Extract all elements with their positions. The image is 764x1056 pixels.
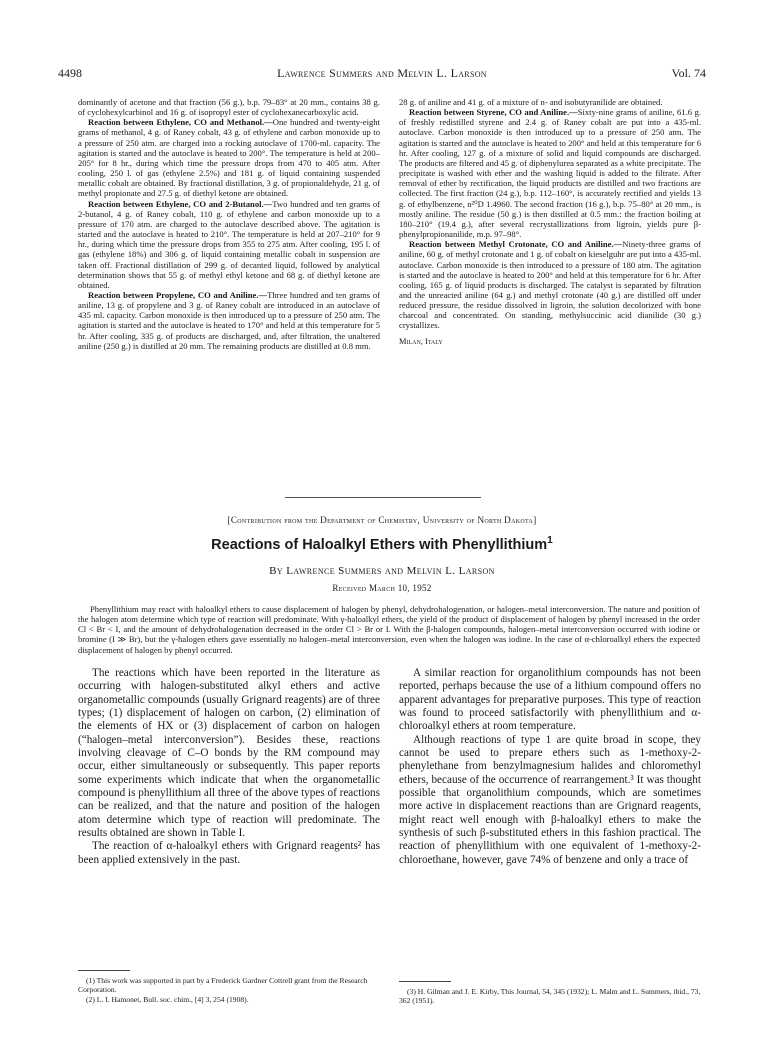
section-heading: Reaction between Styrene, CO and Aniline.— xyxy=(409,107,578,118)
prev-article-column-right xyxy=(399,97,701,347)
paragraph-text: One hundred and twenty-eight grams of methanol, 4 g. of Raney cobalt, 43 g. of ethylene and carbon monoxide up to a pressure of 250 atm. are charged into a rocking autoclave of 1700-ml. capacity. The agitation is started and the autoclave is heated to 200°. The temperature is held at 200–205° for 8 hr., during which time the pressure drops from 470 to 405 atm. After cooling, 250 l. of gas (ethylene 2.5%) and 181 g. of liquid containing suspended metallic cobalt are obtained. By fractional distillation, 3 g. of propionaldehyde, 21 g. of methyl propionate and 27.5 g. of diethyl ketone are obtained. xyxy=(78,117,380,199)
footnote: (3) H. Gilman and J. E. Kirby, This Journal, 54, 345 (1932); L. Malm and L. Summers, ibid., 73, 362 (1951). xyxy=(399,987,701,1006)
author-location: Milan, Italy xyxy=(399,336,443,346)
paragraph-text: Two hundred and ten grams of 2-butanol, 4 g. of Raney cobalt, 110 g. of ethylene and carbon monoxide up to a pressure of 170 atm. are charged to the autoclave described above. The agitation is started and the autoclave is heated to 210°. The temperature is held at 207–210° for 9 hr., during which time the pressure drops from 355 to 275 atm. After cooling, 195 l. of gas (ethylene 18%) and 306 g. of liquid containing metallic cobalt in suspension are taken off. Fractional distillation of 299 g. of decanted liquid, followed by analytical determination shows that 55 g. of methyl ethyl ketone and 68 g. of diethyl ketone are obtained. xyxy=(78,198,381,290)
article-title xyxy=(0,537,764,553)
paragraph-text: Sixty-nine grams of aniline, 61.6 g. of freshly redistilled styrene and 2.4 g. of Raney cobalt are put into a 435-ml. autoclave. Carbon monoxide is then introduced up to a pressure of 250 atm. The agitation is started and the autoclave is heated to 200° and held at this temperature for 6 hr. After cooling, 127 g. of a mixture of solid and liquid compounds are discharged. The products are filtered and 45 g. of diphenylurea separated as a white precipitate. The precipitate is washed with ether and the washing liquid is added to the filtrate. After removal of ether by rectification, the liquid products are distilled and two fractions are collected. The first fraction (24 g.), b.p. 112–160°, is accurately rectified and yields 13 g. of ethylbenzene, n²⁰D 1.4960. The second fraction (16 g.), b.p. 75–80° at 20 mm., is mostly aniline. The residue (50 g.) is then distilled at 0.5 mm.: the fraction boiling at 180–210° (19.4 g.), after several recrystallizations from ligroin, yields pure β-phenylpropionanilide, m.p. 97–98°. xyxy=(399,107,701,240)
paragraph xyxy=(399,107,701,239)
article-title-text: Reactions of Haloalkyl Ethers with Phenyllithium xyxy=(211,537,548,553)
body-paragraph: The reaction of α-haloalkyl ethers with Grignard reagents² has been applied extensively in the past. xyxy=(78,840,380,866)
paragraph xyxy=(78,290,380,351)
footnote: (1) This work was supported in part by a Frederick Gardner Cottrell grant from the Research Corporation. xyxy=(78,976,368,995)
running-header xyxy=(58,66,706,82)
section-heading: Reaction between Ethylene, CO and Methanol.— xyxy=(88,117,273,128)
paragraph xyxy=(78,97,380,117)
footnote: (2) L. I. Hamonet, Bull. soc. chim., [4] 3, 254 (1908). xyxy=(86,994,249,1004)
article-separator-rule xyxy=(285,497,481,498)
paragraph-text: dominantly of acetone and that fraction (56 g.), b.p. 79–83° at 20 mm., contains 38 g. of cyclohexylcarbinol and 16 g. of isopropyl ester of cyclohexanecarboxylic acid. xyxy=(78,97,380,118)
prev-article-column-left xyxy=(78,97,380,351)
received-date: Received March 10, 1952 xyxy=(332,583,432,593)
body-paragraph: The reactions which have been reported in the literature as occurring with halogen-substituted alkyl ethers and active organometallic compounds (usually Grignard reagents) are of three types; (1) displacement of halogen on carbon, (2) elimination of the elements of HX or (3) displacement of carbon on halogen (“halogen–metal interconversion”). Besides these, reactions involving cleavage of C–O bonds by the RM compound may occur, either simultaneously or subsequently. This paper reports some experiments which indicate that when the organometallic compound is phenyllithium all three of the above types of reactions can be realized, and that the nature and position of the halogen atom determine which type of reaction will predominate. The results obtained are shown in Table I. xyxy=(78,667,380,840)
paragraph-text: 28 g. of aniline and 41 g. of a mixture of n- and isobutyranilide are obtained. xyxy=(399,97,663,107)
section-heading: Reaction between Propylene, CO and Aniline.— xyxy=(88,289,268,300)
title-footnote-marker: 1 xyxy=(547,535,553,547)
paragraph xyxy=(78,199,380,290)
body-column-left xyxy=(78,667,380,867)
footnote-rule xyxy=(78,970,130,971)
paragraph xyxy=(399,97,701,107)
article-authors: By Lawrence Summers and Melvin L. Larson xyxy=(269,565,495,577)
footnotes-left xyxy=(78,976,380,1004)
footnotes-right xyxy=(399,987,701,1006)
body-paragraph: Although reactions of type 1 are quite broad in scope, they cannot be used to prepare ethers such as 1-methoxy-2-phenylethane from benzylmagnesium halides and chloromethyl ethers, because of the occurrence of rearrangement.³ It was thought possible that organolithium compounds, which are sometimes more active in displacement reactions than are Grignard reagents, might react well enough with β-haloalkyl ethers to make the synthesis of such β-substituted ethers in this fashion practical. The reaction of phenyllithium with one equivalent of 1-methoxy-2-chloroethane, however, gave 74% of benzene and only a trace of xyxy=(399,733,701,866)
abstract: Phenyllithium may react with haloalkyl ethers to cause displacement of halogen by phenyl, dehydrohalogenation, or halogen–metal interconversion. The nature and position of the halogen atom determine which type of reaction will predominate. With γ-haloalkyl ethers, the yield of the product of displacement of halogen by phenyl increased in the order Cl < Br < I, and the amount of dehydrohalogenation decreased in the order Cl > Br or I. With the β-halogen compounds, halogen–metal interconversion occurred with iodine or bromine (I ≫ Br), but the γ-halogen ethers gave essentially no halogen–metal interconversion, even when the halogen was iodine. In the case of α-chloroalkyl ethers the expected displacement of halogen by phenyl occurred. xyxy=(78,604,700,655)
paragraph-text: Ninety-three grams of aniline, 60 g. of methyl crotonate and 1 g. of cobalt on kieselguhr are put into a 435-ml. autoclave. Carbon monoxide is then introduced to a pressure of 180 atm. The agitation is started and the autoclave is heated to 200° and held at this temperature for 6 hr. After cooling, 165 g. of liquid products is discharged. The catalyst is separated by filtration and the unreacted aniline (64 g.) and methyl crotonate (40 g.) are distilled off under reduced pressure, the residue dissolved in ligroin, the solution decolorized with bone charcoal and concentrated. On standing, methylsuccinic acid dianilide (30 g.) crystallizes. xyxy=(399,239,701,331)
section-heading: Reaction between Methyl Crotonate, CO and Aniline.— xyxy=(409,239,623,250)
paragraph xyxy=(78,117,380,198)
running-title: Lawrence Summers and Melvin L. Larson xyxy=(277,66,487,80)
volume-label: Vol. 74 xyxy=(671,66,706,80)
footnote-rule xyxy=(399,981,451,982)
page-number: 4498 xyxy=(58,66,82,80)
body-paragraph: A similar reaction for organolithium compounds has not been reported, perhaps because the use of a lithium compound offers no apparent advantages for preparative purposes. This type of reaction was found to proceed satisfactorily with phenyllithium and α-chloroalkyl ethers at room temperature. xyxy=(399,667,701,733)
paragraph-text: Three hundred and ten grams of aniline, 13 g. of propylene and 3 g. of Raney cobalt are introduced in an autoclave of 435 ml. capacity. Carbon monoxide is then introduced up to a pressure of 250 atm. The agitation is started and the autoclave is heated to 170° and held at this temperature for 5 hr. After cooling, 335 g. of products are discharged, and, after filtration, the unaltered aniline (250 g.) is distilled at 20 mm. The remaining products are distilled at 0.8 mm. xyxy=(78,289,380,351)
contribution-line: [Contribution from the Department of Chemistry, University of North Dakota] xyxy=(227,515,537,525)
section-heading: Reaction between Ethylene, CO and 2-Butanol.— xyxy=(88,198,273,209)
paragraph xyxy=(399,239,701,330)
body-column-right xyxy=(399,667,701,867)
